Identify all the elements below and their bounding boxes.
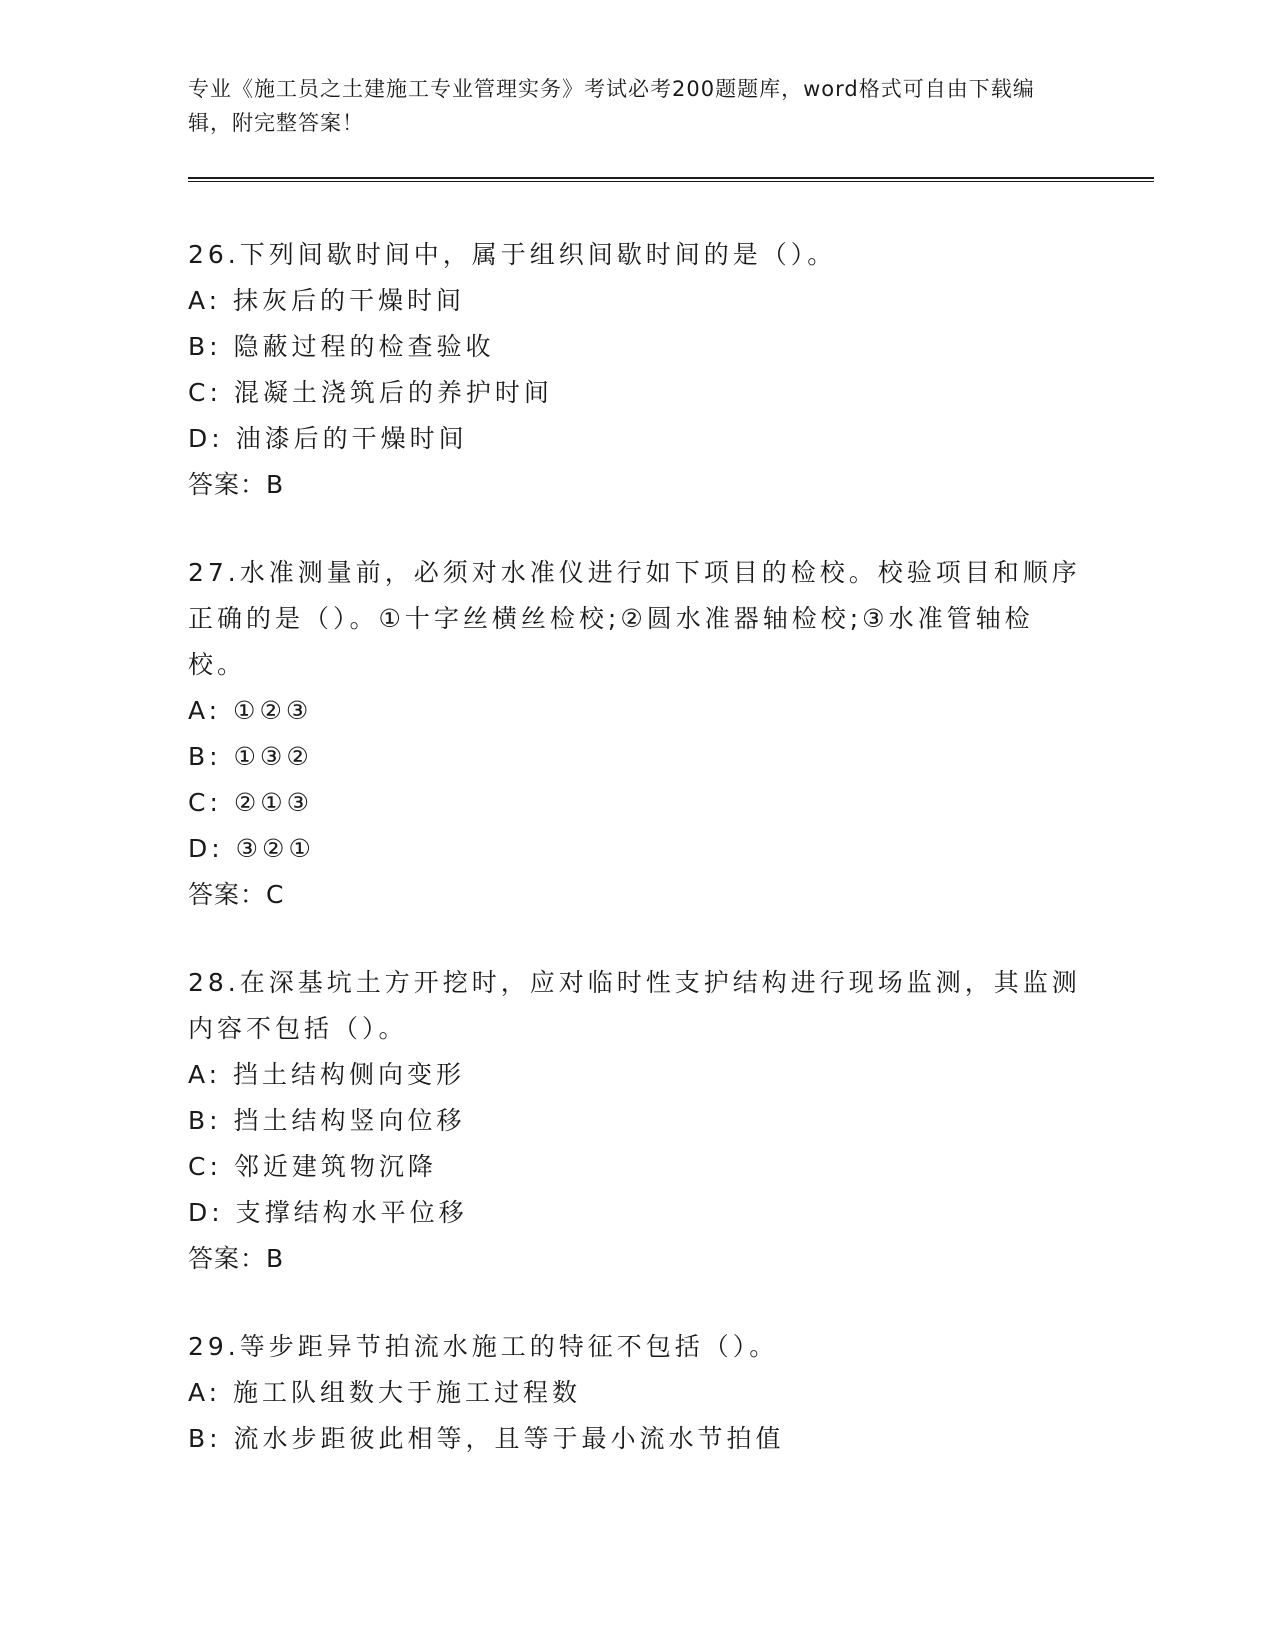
option-c: C: ②①③	[188, 788, 314, 817]
answer-text: 答案：B	[188, 1244, 285, 1273]
answer-text: 答案：C	[188, 880, 285, 909]
question-stem: 27.水准测量前，必须对水准仪进行如下项目的检校。校验项目和顺序正确的是（）。①十字丝横丝检校;②圆水准器轴检校;③水准管轴检校。	[188, 558, 1081, 679]
question-26	[188, 232, 1088, 508]
question-stem: 28.在深基坑土方开挖时，应对临时性支护结构进行现场监测，其监测内容不包括（）。	[188, 968, 1081, 1043]
answer-text: 答案：B	[188, 470, 285, 499]
question-stem: 29.等步距异节拍流水施工的特征不包括（）。	[188, 1332, 779, 1361]
option-b: B: 隐蔽过程的检查验收	[188, 332, 495, 361]
option-b: B: 挡土结构竖向位移	[188, 1106, 466, 1135]
option-a: A: 抹灰后的干燥时间	[188, 286, 466, 315]
option-c: C: 邻近建筑物沉降	[188, 1152, 437, 1181]
option-b: B: 流水步距彼此相等，且等于最小流水节拍值	[188, 1424, 785, 1453]
question-29	[188, 1324, 1088, 1462]
option-a: A: 施工队组数大于施工过程数	[188, 1378, 582, 1407]
question-list	[188, 232, 1088, 1504]
header-divider	[188, 177, 1154, 182]
question-stem: 26.下列间歇时间中，属于组织间歇时间的是（）。	[188, 240, 837, 269]
option-c: C: 混凝土浇筑后的养护时间	[188, 378, 553, 407]
question-28	[188, 960, 1088, 1282]
option-a: A: 挡土结构侧向变形	[188, 1060, 466, 1089]
option-d: D: ③②①	[188, 834, 315, 863]
option-d: D: 支撑结构水平位移	[188, 1198, 468, 1227]
option-b: B: ①③②	[188, 742, 313, 771]
option-a: A: ①②③	[188, 696, 313, 725]
document-header: 专业《施工员之土建施工专业管理实务》考试必考200题题库，word格式可自由下载编辑，附完整答案！	[188, 77, 1035, 135]
option-d: D: 油漆后的干燥时间	[188, 424, 468, 453]
question-27	[188, 550, 1088, 918]
